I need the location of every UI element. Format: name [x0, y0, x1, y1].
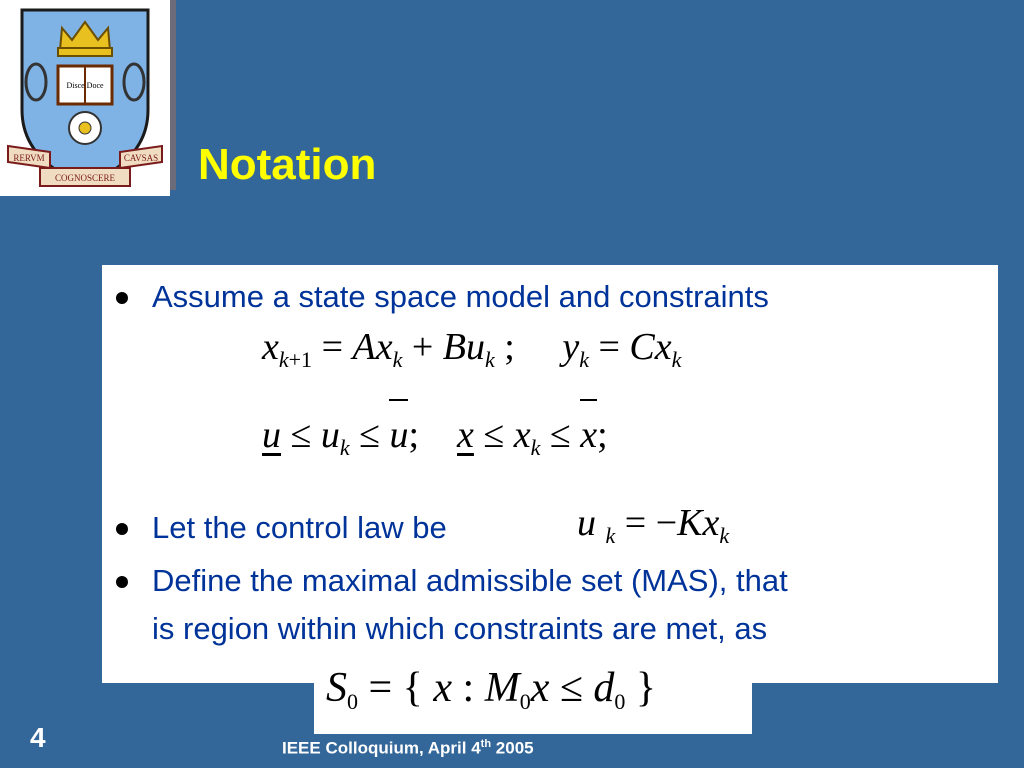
bullet-marker-3 [116, 576, 128, 588]
book-text: Disce Doce [66, 81, 104, 90]
bullet-marker-2 [116, 523, 128, 535]
bullet-marker-1 [116, 292, 128, 304]
footer-text [282, 738, 534, 759]
content-panel [102, 265, 998, 683]
mas-equation-box [314, 652, 752, 734]
motto-center: COGNOSCERE [54, 173, 116, 183]
bullet-text-2: Let the control law be [152, 510, 447, 545]
motto-left: RERVM [13, 153, 45, 163]
rose-icon [69, 112, 101, 144]
mas-equation: $S_0$ = { x : $M_0x \le d_0$ } [326, 665, 657, 714]
crest-icon [0, 0, 170, 196]
footer-superscript: th [480, 738, 492, 750]
logo-shadow [170, 0, 176, 190]
footer-suffix: 2005 [491, 738, 534, 758]
book-icon [58, 66, 112, 104]
bullet-text-3: Define the maximal admissible set (MAS), that [152, 563, 788, 598]
constraint-equation: $u \le u_k \le u$; $x \le x_k \le x$; [262, 414, 608, 460]
footer-prefix: IEEE Colloquium, April 4 [282, 738, 481, 758]
university-logo [0, 0, 170, 196]
state-space-equation: $x_{k+1} = Ax_k + Bu_k$ ; $y_k = Cx_k$ [262, 326, 682, 372]
slide-title: Notation [198, 140, 377, 189]
bullet-text-1: Assume a state space model and constraints [152, 279, 769, 314]
bullet-text-3-continuation: is region within which constraints are met, as [152, 611, 768, 646]
motto-right: CAVSAS [123, 153, 159, 163]
control-law-equation: u $_k = -Kx_k$ [577, 502, 730, 548]
page-number: 4 [30, 722, 46, 753]
